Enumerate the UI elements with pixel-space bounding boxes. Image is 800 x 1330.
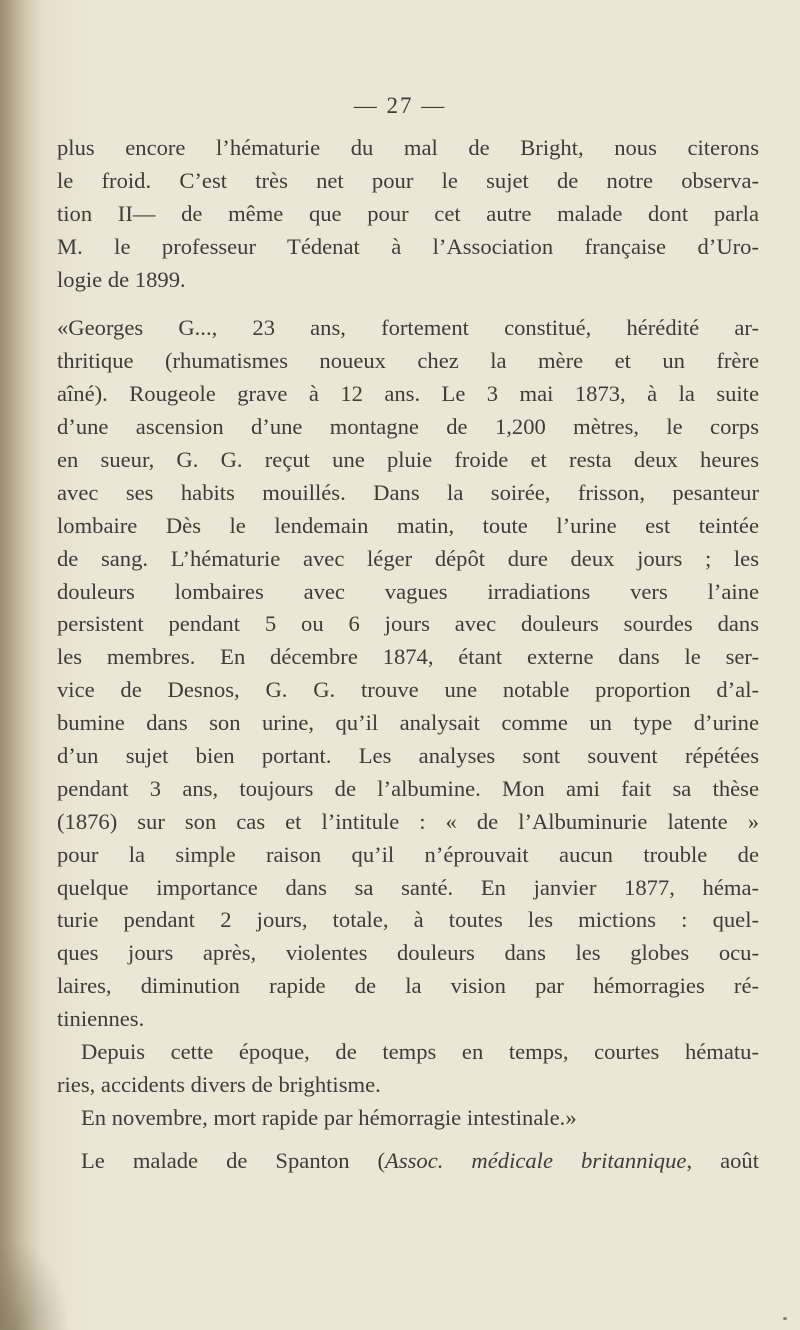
text-line: Le malade de Spanton (Assoc. médicale britannique, août [81,1147,760,1173]
paragraph [57,1145,759,1178]
text-line: turie pendant 2 jours, totale, à toutes les mictions : quel- [57,907,759,933]
text-line: laires, diminution rapide de la vision par hémorragies ré- [57,973,759,999]
paragraph [57,1036,759,1102]
text-line: aîné). Rougeole grave à 12 ans. Le 3 mai 1873, à la suite [57,381,759,407]
text-line: Depuis cette époque, de temps en temps, courtes hématu- [81,1039,759,1065]
text-line: «Georges G..., 23 ans, fortement constitué, hérédité ar- [57,315,759,341]
text-line: thritique (rhumatismes noueux chez la mère et un frère [57,348,759,374]
text-line: avec ses habits mouillés. Dans la soirée, frisson, pesanteur [57,479,759,505]
page-stain [0,1240,70,1330]
text-line: ries, accidents divers de brightisme. [57,1071,381,1097]
text-line: ques jours après, violentes douleurs dans les globes ocu- [57,940,759,966]
body-text [57,132,759,1178]
text-line: lombaire Dès le lendemain matin, toute l’urine est teintée [57,512,759,538]
paragraph [57,312,759,1036]
page-spine-shadow [0,0,40,1330]
page-number: — 27 — [353,93,447,118]
text-line: M. le professeur Tédenat à l’Association française d’Uro- [57,233,759,259]
text-line: le froid. C’est très net pour le sujet de notre observa- [57,167,759,193]
text-line: quelque importance dans sa santé. En janvier 1877, héma- [57,874,759,900]
paragraph [57,1102,759,1135]
paragraph-gap [57,296,759,312]
text-line: plus encore l’hématurie du mal de Bright, nous citerons [57,135,759,160]
text-line: (1876) sur son cas et l’intitule : « de l’Albuminurie latente » [57,808,759,834]
text-line: de sang. L’hématurie avec léger dépôt dure deux jours ; les [57,545,759,571]
text-line: bumine dans son urine, qu’il analysait comme un type d’urine [57,710,759,736]
text-line: les membres. En décembre 1874, étant externe dans le ser- [57,644,759,670]
text-line: douleurs lombaires avec vagues irradiations vers l’aine [57,578,759,604]
page-speck [783,1317,787,1320]
text-line: pour la simple raison qu’il n’éprouvait aucun trouble de [57,841,759,867]
paragraph-gap [57,1135,759,1145]
text-line: En novembre, mort rapide par hémorragie intestinale.» [81,1104,577,1130]
text-line: tiniennes. [57,1006,145,1032]
text-line: pendant 3 ans, toujours de l’albumine. Mon ami fait sa thèse [57,775,759,801]
text-line: d’un sujet bien portant. Les analyses sont souvent répétées [57,743,759,769]
journal-reference: Assoc. médicale britannique [385,1147,687,1173]
text-line: persistent pendant 5 ou 6 jours avec douleurs sourdes dans [57,611,759,637]
text-line: tion II— de même que pour cet autre malade dont parla [57,200,759,226]
text-line: logie de 1899. [57,266,186,292]
text-line: d’une ascension d’une montagne de 1,200 mètres, le corps [57,414,759,440]
text-line: vice de Desnos, G. G. trouve une notable proportion d’al- [57,677,759,703]
text-line: en sueur, G. G. reçut une pluie froide et resta deux heures [57,447,759,473]
paragraph [57,132,759,296]
